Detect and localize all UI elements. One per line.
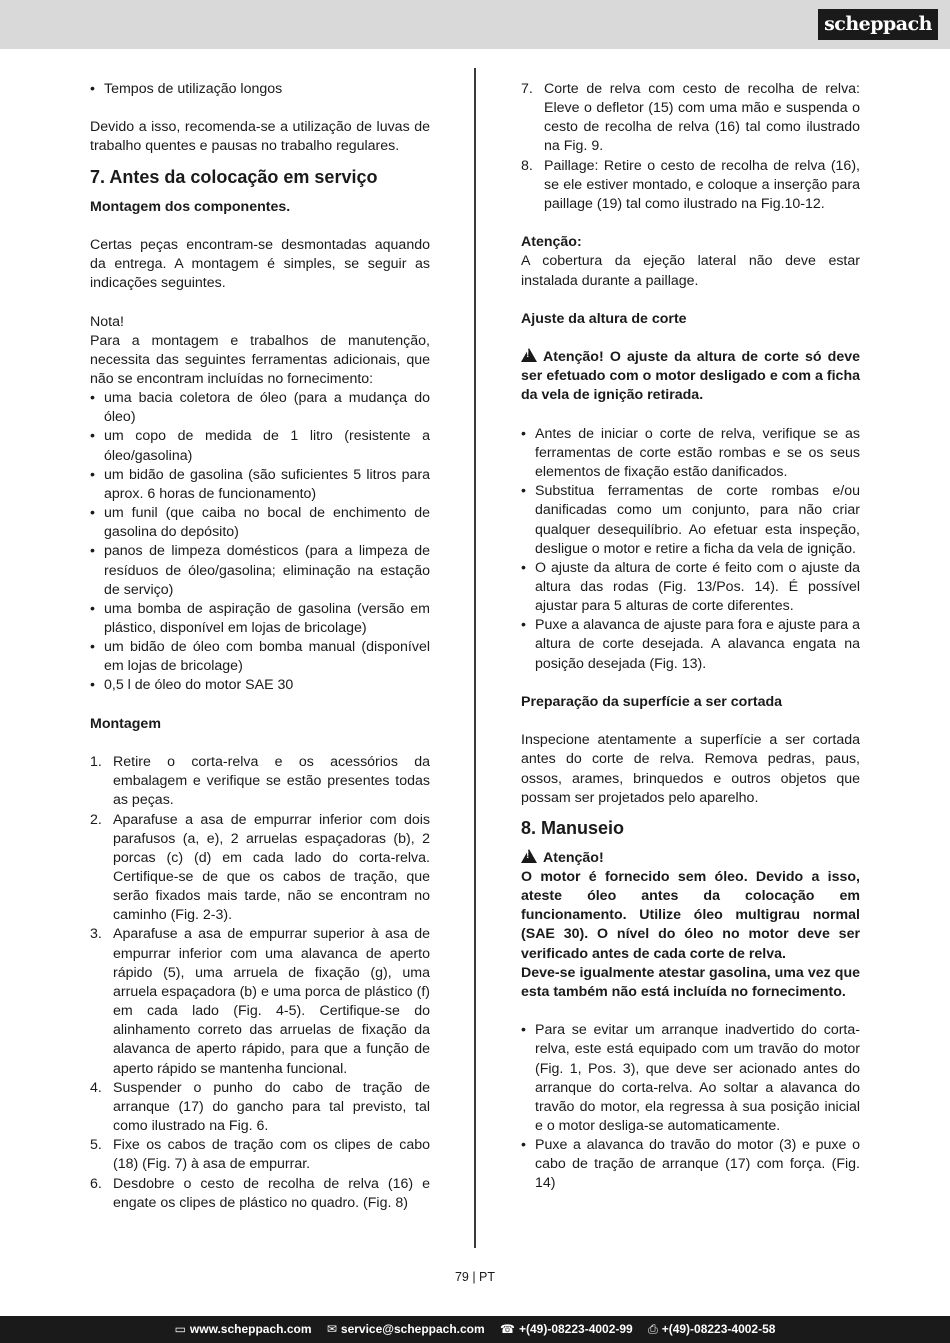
surface-title: Preparação da superfície a ser cortada <box>521 693 783 710</box>
list-item: • Substitua ferramentas de corte rombas e/ou danificadas como um conjunto, para não criar qualquer desequilíbrio. Ao efetuar esta inspeção, desligue o motor e retire a ficha da vela de ignição. <box>521 482 860 559</box>
step-number: 2. <box>90 811 102 828</box>
step-item <box>90 925 430 1078</box>
list-item: • Tempos de utilização longos <box>90 80 430 99</box>
list-item: • um bidão de óleo com bomba manual (disponível em lojas de bricolage) <box>90 638 430 676</box>
fax-icon: ⎙ <box>648 1322 658 1336</box>
list-item: • um funil (que caiba no bocal de enchimento de gasolina do depósito) <box>90 504 430 542</box>
right-column <box>521 80 860 1194</box>
cut-height-warning-text: Atenção! O ajuste da altura de corte só deve ser efetuado com o motor desligado e com a ficha da vela de ignição retirada. <box>521 349 860 404</box>
step-text: Corte de relva com cesto de recolha de relva: Eleve o defletor (15) com uma mão e suspenda o cesto de recolha de relva (16) tal como ilustrado na Fig. 9. <box>544 81 860 155</box>
warning-triangle-icon <box>521 849 537 863</box>
step-item <box>90 753 430 810</box>
assembly-paragraph: Certas peças encontram-se desmontadas aquando da entrega. A montagem é simples, se seguir as indicações seguintes. <box>90 236 430 292</box>
step-text: Fixe os cabos de tração com os clipes de cabo (18) (Fig. 7) à asa de empurrar. <box>113 1137 430 1173</box>
step-item <box>90 1175 430 1213</box>
footer-phone: ☎ +(49)-08223-4002-99 <box>500 1322 633 1336</box>
note-paragraph: Para a montagem e trabalhos de manutenção, necessita das seguintes ferramentas adicionais, que não se encontram incluídas no fornecimento: <box>90 332 430 387</box>
cut-height-list <box>521 425 860 674</box>
cut-height-title: Ajuste da altura de corte <box>521 310 687 327</box>
montagem-subtitle: Montagem <box>90 715 161 732</box>
list-item: • 0,5 l de óleo do motor SAE 30 <box>90 676 430 695</box>
step-item <box>521 80 860 157</box>
phone-icon: ☎ <box>500 1322 515 1336</box>
tools-list <box>90 389 430 696</box>
step-text: Retire o corta-relva e os acessórios da embalagem e verifique se estão presentes todas as peças. <box>113 754 430 809</box>
surface-paragraph: Inspecione atentamente a superfície a ser cortada antes do corte de relva. Remova pedras, paus, ossos, arames, brinquedos e outros objetos que possam ser projetados pelo aparelho. <box>521 732 860 806</box>
list-item: • panos de limpeza domésticos (para a limpeza de resíduos de óleo/gasolina; eliminação na estação de serviço) <box>90 542 430 599</box>
step-number: 7. <box>521 81 533 97</box>
mail-icon: ✉ <box>326 1322 337 1336</box>
step-item <box>521 157 860 214</box>
handling-warning-text: O motor é fornecido sem óleo. Devido a isso, ateste óleo antes da colocação em funcionamento. Utilize óleo multigrau normal (SAE 30). O nível do óleo no motor deve ser verificado antes de cada corte de relva. <box>521 869 860 962</box>
step-number: 8. <box>521 157 533 174</box>
left-column <box>90 80 430 1213</box>
footer-bar <box>0 1316 950 1343</box>
step-text: Aparafuse a asa de empurrar inferior com dois parafusos (a, e), 2 arruelas espaçadoras (b), 2 porcas (c) (d) em cada lado do corta-relva. Certifique-se de que os cabos de tração, que serão fixados mais tarde, não se encontram no caminho (Fig. 2-3). <box>113 811 430 924</box>
step-text: Aparafuse a asa de empurrar superior à asa de empurrar inferior com uma alavanca de aperto rápido (5), uma arruela de fixação (g), uma arruela espaçadora (b) e uma porca de plástico (f) em cada lado (Fig. 4-5). Certifique-se do alinhamento correto das arruelas de fixação da alavanca de aperto rápido, para que a função de aperto rápido se mantenha funcional. <box>113 926 430 1077</box>
section-8-title: 8. Manuseio <box>521 817 625 838</box>
footer-web[interactable]: ▭ www.scheppach.com <box>174 1322 312 1336</box>
intro-list <box>90 80 430 99</box>
list-item: • Para se evitar um arranque inadvertido do corta-relva, este está equipado com um travão do motor (Fig. 1, Pos. 3), que deve ser acionado antes do arranque do corta-relva. Ao soltar a alavanca do travão do motor, ela regressa à sua posição inicial e o motor desliga-se automaticamente. <box>521 1021 860 1136</box>
section-7-title: 7. Antes da colocação em serviço <box>90 166 378 187</box>
list-item: • Puxe a alavanca do travão do motor (3) e puxe o cabo de tração de arranque (17) com força. (Fig. 14) <box>521 1136 860 1193</box>
list-item: • um copo de medida de 1 litro (resistente a óleo/gasolina) <box>90 427 430 465</box>
attention-label: Atenção: <box>521 234 582 251</box>
list-item: • um bidão de gasolina (são suficientes 5 litros para aprox. 6 horas de funcionamento) <box>90 466 430 504</box>
list-item: • uma bacia coletora de óleo (para a mudança do óleo) <box>90 389 430 427</box>
column-divider <box>474 68 476 1248</box>
step-number: 5. <box>90 1137 102 1154</box>
assembly-subtitle: Montagem dos componentes. <box>90 198 291 215</box>
brand-logo: scheppach <box>818 9 938 40</box>
footer-fax: ⎙ +(49)-08223-4002-58 <box>648 1322 776 1336</box>
computer-icon: ▭ <box>174 1322 186 1336</box>
handling-warning-label <box>521 849 860 868</box>
warning-triangle-icon <box>521 348 537 362</box>
handling-warning-label-text: Atenção! <box>543 849 604 866</box>
list-item: • O ajuste da altura de corte é feito com o ajuste da altura das rodas (Fig. 13/Pos. 14). É possível ajustar para 5 alturas de corte diferentes. <box>521 559 860 616</box>
attention-text: A cobertura da ejeção lateral não deve estar instalada durante a paillage. <box>521 253 860 289</box>
note-label: Nota! <box>90 313 124 330</box>
footer-email[interactable]: ✉ service@scheppach.com <box>326 1322 485 1336</box>
step-number: 3. <box>90 926 102 943</box>
header-bar <box>0 0 950 49</box>
step-item <box>90 811 430 926</box>
step-number: 6. <box>90 1175 102 1192</box>
step-text: Suspender o punho do cabo de tração de arranque (17) do gancho para tal previsto, tal como ilustrado na Fig. 6. <box>113 1079 430 1135</box>
step-item <box>90 1136 430 1174</box>
step-item <box>90 1079 430 1136</box>
list-item: • uma bomba de aspiração de gasolina (versão em plástico, disponível em lojas de bricolage) <box>90 600 430 638</box>
step-number: 1. <box>90 754 102 771</box>
list-item: • Puxe a alavanca de ajuste para fora e ajuste para a altura de corte desejada. A alavanca engata na posição desejada (Fig. 13). <box>521 616 860 673</box>
list-item: • Antes de iniciar o corte de relva, verifique se as ferramentas de corte estão rombas e se os seus elementos de fixação estão danificados. <box>521 425 860 482</box>
handling-list <box>521 1021 860 1193</box>
page-number: 79 | PT <box>454 1270 496 1284</box>
cut-height-warning <box>521 348 860 405</box>
step-text: Desdobre o cesto de recolha de relva (16) e engate os clipes de plástico no quadro. (Fig. 8) <box>113 1175 430 1211</box>
step-number: 4. <box>90 1079 102 1096</box>
intro-paragraph: Devido a isso, recomenda-se a utilização de luvas de trabalho quentes e pausas no trabalho regulares. <box>90 119 430 155</box>
handling-warning-text-2: Deve-se igualmente atestar gasolina, uma vez que esta também não está incluída no fornecimento. <box>521 964 860 1000</box>
assembly-steps <box>90 753 430 1213</box>
assembly-steps-continued <box>521 80 860 214</box>
step-text: Paillage: Retire o cesto de recolha de relva (16), se ele estiver montado, e coloque a inserção para paillage (19) tal como ilustrado na Fig.10-12. <box>544 157 860 212</box>
